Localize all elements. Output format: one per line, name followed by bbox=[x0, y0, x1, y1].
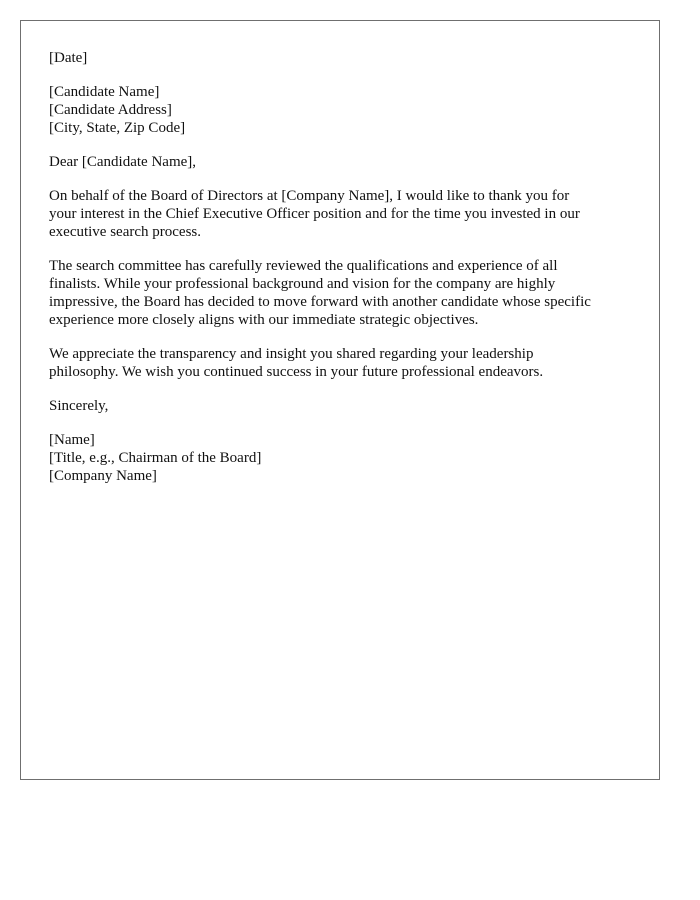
recipient-name: [Candidate Name] bbox=[49, 84, 160, 100]
closing-block bbox=[49, 397, 634, 415]
body-paragraph-thanks bbox=[49, 187, 634, 241]
date-block bbox=[49, 49, 634, 67]
recipient-city-state-zip: [City, State, Zip Code] bbox=[49, 120, 186, 136]
paragraph-line: We appreciate the transparency and insight you shared regarding your leadership bbox=[49, 346, 534, 362]
paragraph-line: The search committee has carefully reviewed the qualifications and experience of all bbox=[49, 258, 558, 274]
paragraph-line: your interest in the Chief Executive Officer position and for the time you invested in our bbox=[49, 206, 580, 222]
salutation: Dear [Candidate Name], bbox=[49, 154, 197, 170]
letter-content bbox=[49, 49, 634, 501]
letter-date: [Date] bbox=[49, 50, 88, 66]
closing: Sincerely, bbox=[49, 398, 109, 414]
paragraph-line: On behalf of the Board of Directors at [Company Name], I would like to thank you for bbox=[49, 188, 570, 204]
body-paragraph-decision bbox=[49, 257, 634, 329]
signer-company: [Company Name] bbox=[49, 468, 157, 484]
paragraph-line: finalists. While your professional background and vision for the company are highly bbox=[49, 276, 556, 292]
paragraph-line: philosophy. We wish you continued success in your future professional endeavors. bbox=[49, 364, 544, 380]
letter-page bbox=[20, 20, 660, 780]
signer-title: [Title, e.g., Chairman of the Board] bbox=[49, 450, 262, 466]
signature-block bbox=[49, 431, 634, 485]
salutation-block bbox=[49, 153, 634, 171]
paragraph-line: impressive, the Board has decided to move forward with another candidate whose specific bbox=[49, 294, 591, 310]
recipient-address-block bbox=[49, 83, 634, 137]
signer-name: [Name] bbox=[49, 432, 95, 448]
paragraph-line: experience more closely aligns with our immediate strategic objectives. bbox=[49, 312, 479, 328]
recipient-address: [Candidate Address] bbox=[49, 102, 172, 118]
body-paragraph-appreciation bbox=[49, 345, 634, 381]
paragraph-line: executive search process. bbox=[49, 224, 202, 240]
